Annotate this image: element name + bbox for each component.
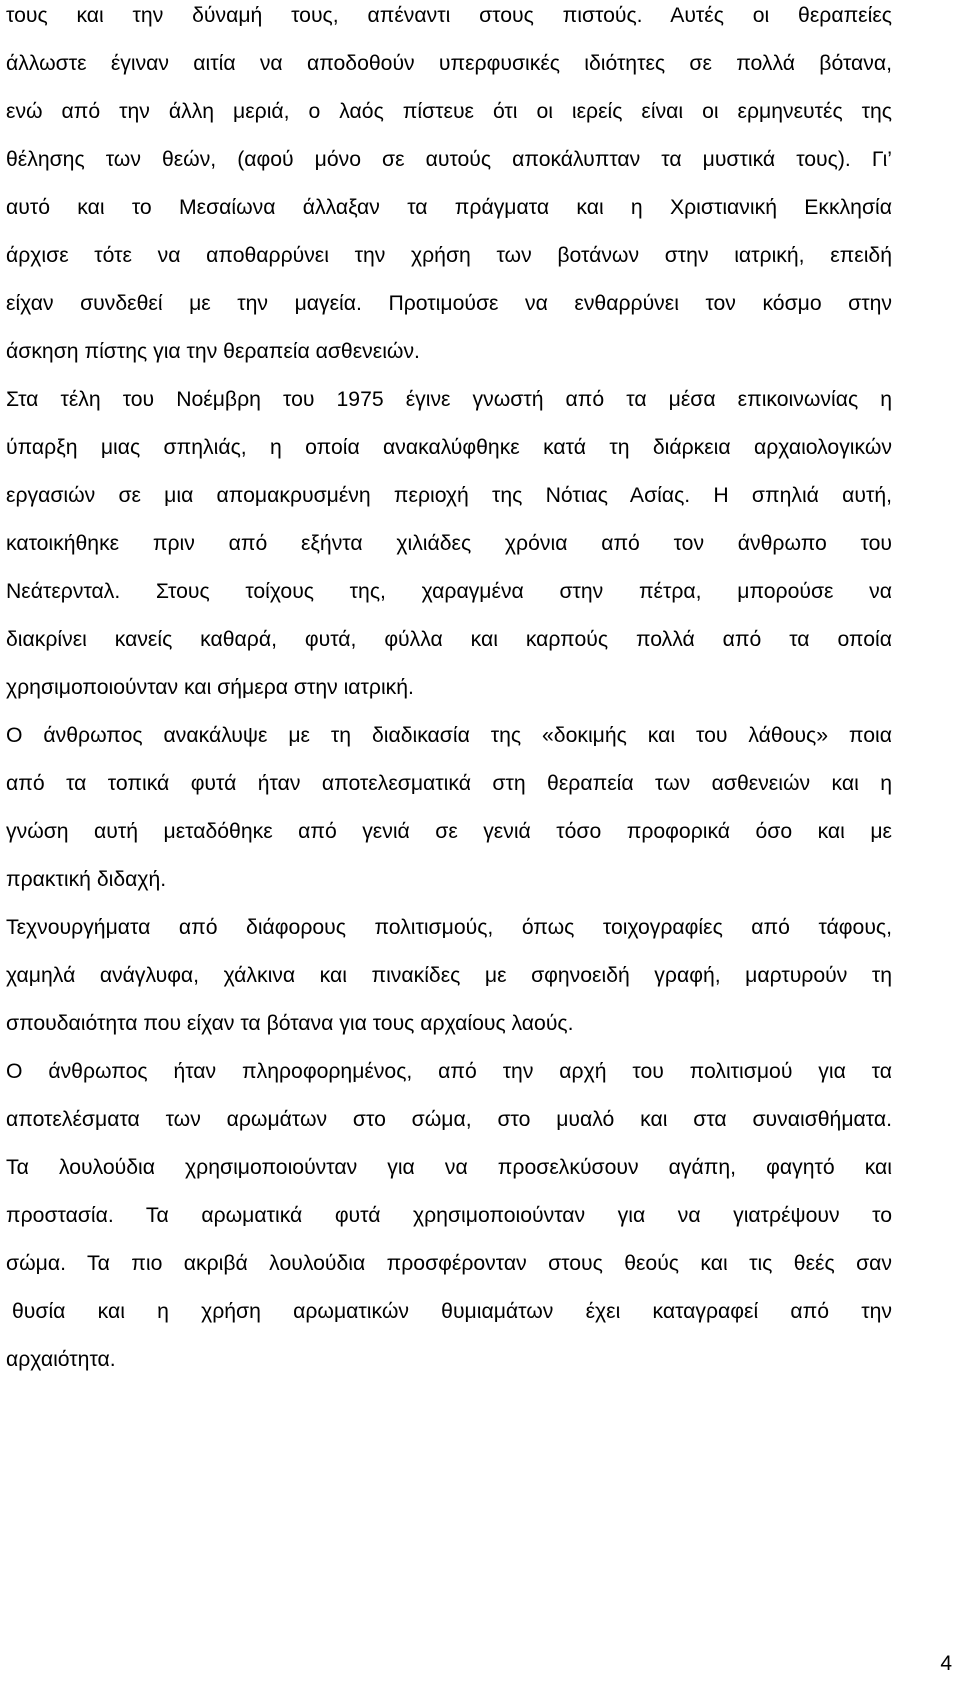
text-line: εργασιών σε μια απομακρυσμένη περιοχή της Νότιας Ασίας. Η σπηλιά αυτή, [6,484,892,507]
text-line: ύπαρξη μιας σπηλιάς, η οποία ανακαλύφθηκε κατά τη διάρκεια αρχαιολογικών [6,436,892,459]
text-line: αρχαιότητα. [6,1348,116,1371]
text-line: προστασία. Τα αρωματικά φυτά χρησιμοποιούνταν για να γιατρέψουν το [6,1204,892,1227]
text-line: Τα λουλούδια χρησιμοποιούνταν για να προσελκύσουν αγάπη, φαγητό και [6,1156,892,1179]
text-line: Ο άνθρωπος ανακάλυψε με τη διαδικασία της «δοκιμής και του λάθους» ποια [6,724,892,747]
text-line: θυσία και η χρήση αρωματικών θυμιαμάτων έχει καταγραφεί από την [12,1300,892,1323]
text-line: άσκηση πίστης για την θεραπεία ασθενειών. [6,340,420,363]
text-line: άρχισε τότε να αποθαρρύνει την χρήση των βοτάνων στην ιατρική, επειδή [6,244,892,267]
text-line: Τεχνουργήματα από διάφορους πολιτισμούς, όπως τοιχογραφίες από τάφους, [6,916,892,939]
text-line: Νεάτερνταλ. Στους τοίχους της, χαραγμένα στην πέτρα, μπορούσε να [6,580,892,603]
text-line: θέλησης των θεών, (αφού μόνο σε αυτούς αποκάλυπταν τα μυστικά τους). Γι’ [6,148,892,171]
text-line: τους και την δύναμή τους, απέναντι στους πιστούς. Αυτές οι θεραπείες [6,4,892,27]
text-line: είχαν συνδεθεί με την μαγεία. Προτιμούσε να ενθαρρύνει τον κόσμο στην [6,292,892,315]
text-line: ενώ από την άλλη μεριά, ο λαός πίστευε ότι οι ιερείς είναι οι ερμηνευτές της [6,100,892,123]
page-number: 4 [940,1652,952,1675]
text-line: γνώση αυτή μεταδόθηκε από γενιά σε γενιά τόσο προφορικά όσο και με [6,820,892,843]
text-line: χαμηλά ανάγλυφα, χάλκινα και πινακίδες με σφηνοειδή γραφή, μαρτυρούν τη [6,964,892,987]
text-line: πρακτική διδαχή. [6,868,167,891]
text-line: κατοικήθηκε πριν από εξήντα χιλιάδες χρόνια από τον άνθρωπο του [6,532,892,555]
text-line: διακρίνει κανείς καθαρά, φυτά, φύλλα και καρπούς πολλά από τα οποία [6,628,892,651]
text-line: από τα τοπικά φυτά ήταν αποτελεσματικά στη θεραπεία των ασθενειών και η [6,772,892,795]
text-line: άλλωστε έγιναν αιτία να αποδοθούν υπερφυσικές ιδιότητες σε πολλά βότανα, [6,52,892,75]
text-line: αυτό και το Μεσαίωνα άλλαξαν τα πράγματα και η Χριστιανική Εκκλησία [6,196,892,219]
text-line: αποτελέσματα των αρωμάτων στο σώμα, στο μυαλό και στα συναισθήματα. [6,1108,892,1131]
text-line: χρησιμοποιούνταν και σήμερα στην ιατρική. [6,676,414,699]
text-line: σπουδαιότητα που είχαν τα βότανα για τους αρχαίους λαούς. [6,1012,574,1035]
text-line: σώμα. Τα πιο ακριβά λουλούδια προσφέρονταν στους θεούς και τις θεές σαν [6,1252,892,1275]
text-line: Στα τέλη του Νοέμβρη του 1975 έγινε γνωστή από τα μέσα επικοινωνίας η [6,388,892,411]
text-line: Ο άνθρωπος ήταν πληροφορημένος, από την αρχή του πολιτισμού για τα [6,1060,892,1083]
